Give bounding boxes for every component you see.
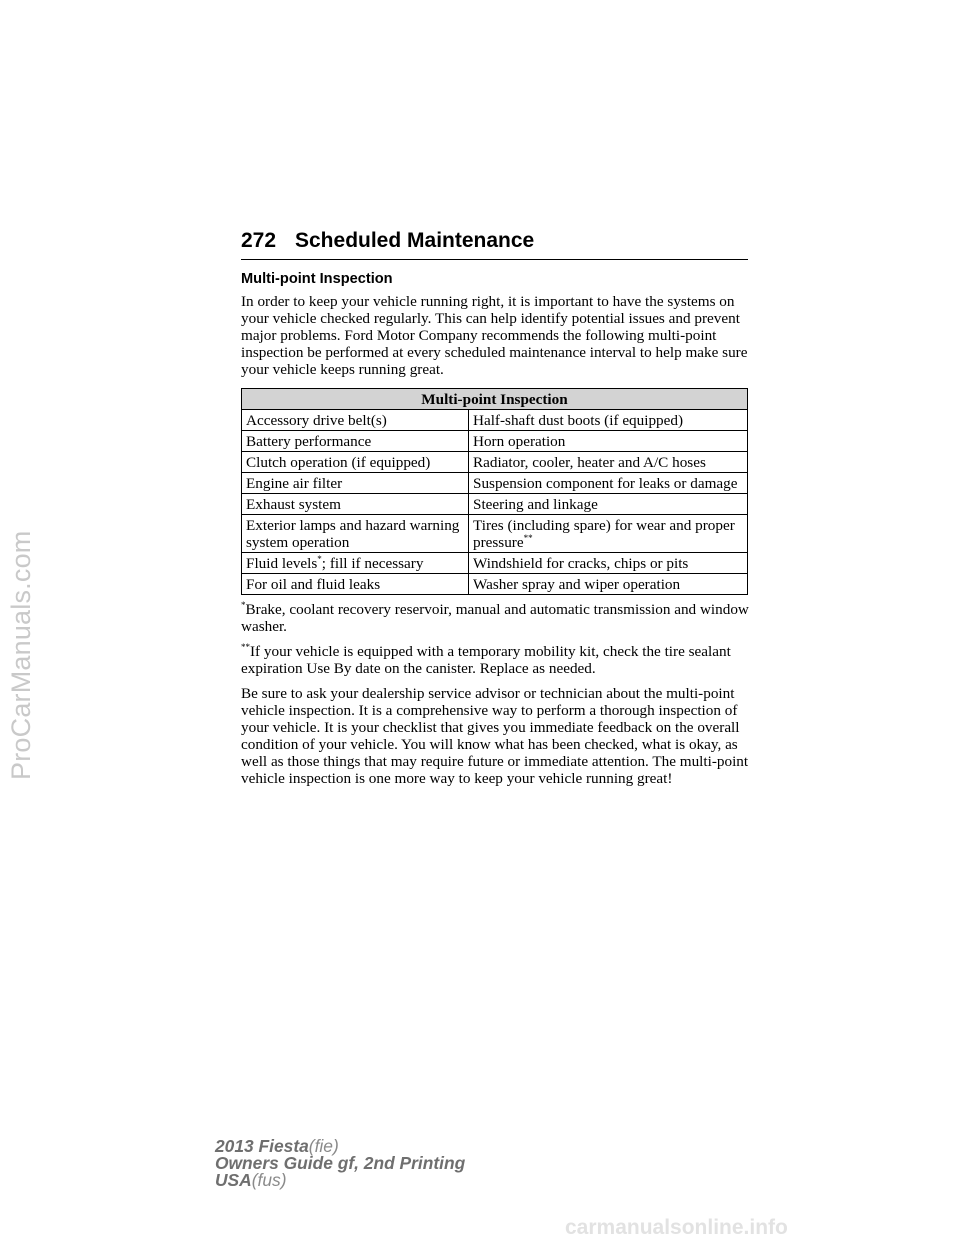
section-title: Scheduled Maintenance bbox=[295, 229, 535, 252]
table-cell: For oil and fluid leaks bbox=[242, 574, 469, 595]
footnote bbox=[241, 601, 751, 635]
table-cell: Accessory drive belt(s) bbox=[242, 410, 469, 431]
table-row bbox=[242, 410, 748, 431]
table-row bbox=[242, 452, 748, 473]
table-row bbox=[242, 574, 748, 595]
table-cell: Suspension component for leaks or damage bbox=[469, 473, 748, 494]
footer-model: 2013 Fiesta bbox=[215, 1136, 309, 1156]
table-row bbox=[242, 494, 748, 515]
page-number: 272 bbox=[241, 229, 277, 252]
footnote-text: Brake, coolant recovery reservoir, manual and automatic transmission and window washer. bbox=[241, 601, 749, 635]
table-cell: Washer spray and wiper operation bbox=[469, 574, 748, 595]
cell-text: Fluid levels bbox=[246, 555, 318, 572]
table-row bbox=[242, 431, 748, 452]
footnote-text: If your vehicle is equipped with a temporary mobility kit, check the tire sealant expiration Use By date on the canister. Replace as needed. bbox=[241, 643, 731, 677]
cell-text: Tires (including spare) for wear and proper pressure bbox=[473, 517, 735, 551]
table-row bbox=[242, 473, 748, 494]
bottom-watermark: carmanualsonline.info bbox=[565, 1216, 788, 1239]
inspection-table bbox=[241, 388, 748, 595]
page-header bbox=[241, 229, 748, 260]
document-footer bbox=[215, 1138, 465, 1189]
table-row bbox=[242, 553, 748, 574]
closing-paragraph: Be sure to ask your dealership service advisor or technician about the multi-point vehicle inspection. It is a comprehensive way to perform a thorough inspection of your vehicle. It is your checklist that gives you immediate feedback on the overall condition of your vehicle. You will know what has been checked, what is okay, as well as those things that may require future or immediate attention. The multi-point vehicle inspection is one more way to keep your vehicle running great! bbox=[241, 685, 749, 787]
table-title: Multi-point Inspection bbox=[242, 389, 748, 410]
footer-region-code: (fus) bbox=[251, 1170, 287, 1190]
table-cell: Windshield for cracks, chips or pits bbox=[469, 553, 748, 574]
table-cell: Clutch operation (if equipped) bbox=[242, 452, 469, 473]
footnote bbox=[241, 643, 751, 677]
table-cell bbox=[242, 553, 469, 574]
table-cell: Radiator, cooler, heater and A/C hoses bbox=[469, 452, 748, 473]
footer-model-code: (fie) bbox=[308, 1136, 339, 1156]
table-cell: Engine air filter bbox=[242, 473, 469, 494]
footer-region: USA bbox=[215, 1170, 252, 1190]
intro-paragraph: In order to keep your vehicle running right, it is important to have the systems on your vehicle checked regularly. This can help identify potential issues and prevent major problems. Ford Motor Company recommends the following multi-point inspection be performed at every scheduled maintenance interval to help make sure your vehicle keeps running great. bbox=[241, 293, 748, 378]
table-row bbox=[242, 515, 748, 553]
table-cell: Exterior lamps and hazard warning system operation bbox=[242, 515, 469, 553]
footnote-mark: * bbox=[317, 554, 322, 564]
cell-text: ; fill if necessary bbox=[321, 555, 424, 572]
table-cell: Exhaust system bbox=[242, 494, 469, 515]
page-content bbox=[241, 270, 751, 795]
table-cell: Steering and linkage bbox=[469, 494, 748, 515]
table-cell: Half-shaft dust boots (if equipped) bbox=[469, 410, 748, 431]
footnote-mark: * bbox=[241, 600, 246, 610]
footnote-mark: ** bbox=[241, 642, 250, 652]
footer-guide: Owners Guide gf, 2nd Printing bbox=[215, 1153, 466, 1173]
footnote-mark: ** bbox=[523, 533, 533, 543]
side-watermark: ProCarManuals.com bbox=[6, 530, 36, 780]
table-cell: Battery performance bbox=[242, 431, 469, 452]
subheading: Multi-point Inspection bbox=[241, 271, 393, 287]
table-cell: Horn operation bbox=[469, 431, 748, 452]
table-cell bbox=[469, 515, 748, 553]
